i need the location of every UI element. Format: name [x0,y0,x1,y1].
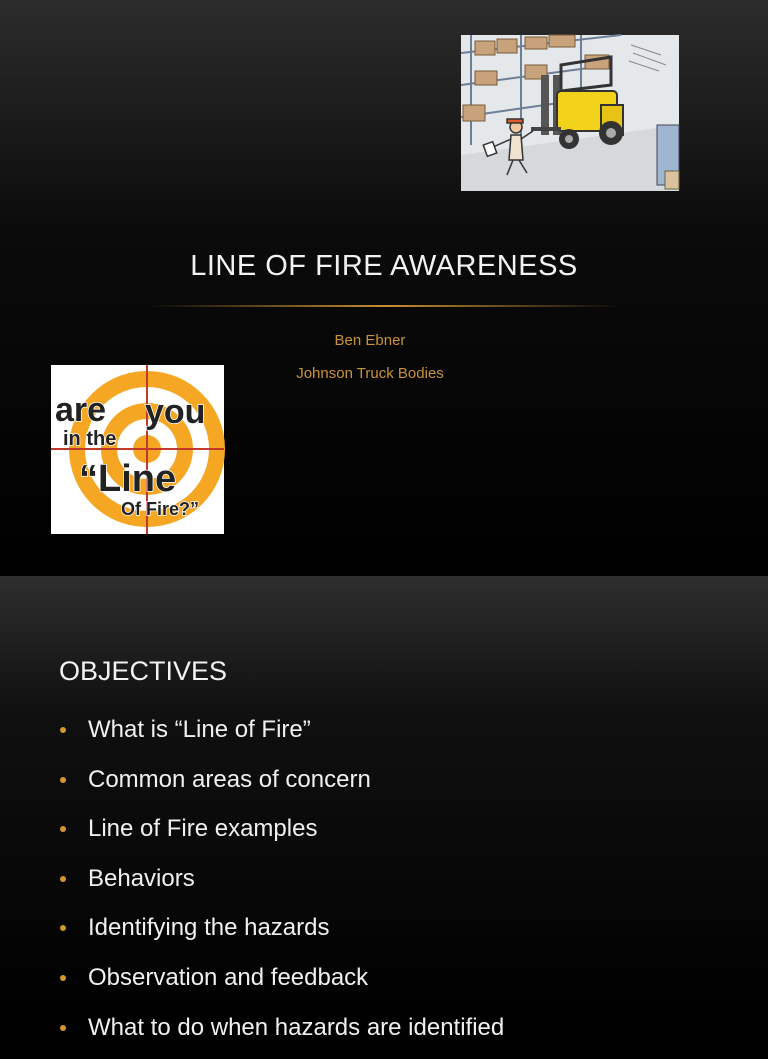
badge-text-are: are [55,391,107,429]
objectives-list [60,712,504,1059]
forklift-illustration [461,35,679,191]
badge-text-you: you [145,393,206,431]
target-icon [51,365,224,534]
title-divider [150,305,620,307]
bullet-icon [60,975,66,981]
list-item: Behaviors [60,861,504,911]
list-item: Line of Fire examples [60,811,504,861]
list-item: Observation and feedback [60,960,504,1010]
company-name: Johnson Truck Bodies [296,365,444,382]
slide-title: LINE OF FIRE AWARENESS [190,250,578,282]
bullet-icon [60,777,66,783]
badge-text-in-the: in the [63,428,117,450]
bullet-icon [60,727,66,733]
bullet-icon [60,1025,66,1031]
list-item: Common areas of concern [60,762,504,812]
badge-text-line: “Line [79,458,177,500]
list-item: What to do when hazards are identified [60,1010,504,1059]
list-item: What is “Line of Fire” [60,712,504,762]
bullet-icon [60,826,66,832]
list-item: Identifying the hazards [60,910,504,960]
objectives-title: OBJECTIVES [59,656,228,686]
presenter-name: Ben Ebner [334,332,406,349]
forklift-scene-graphic [461,35,679,191]
bullet-icon [60,876,66,882]
line-of-fire-badge [51,365,224,534]
badge-text-of-fire: Of Fire?” [121,499,200,519]
objectives-slide [0,576,768,1041]
bullet-icon [60,925,66,931]
